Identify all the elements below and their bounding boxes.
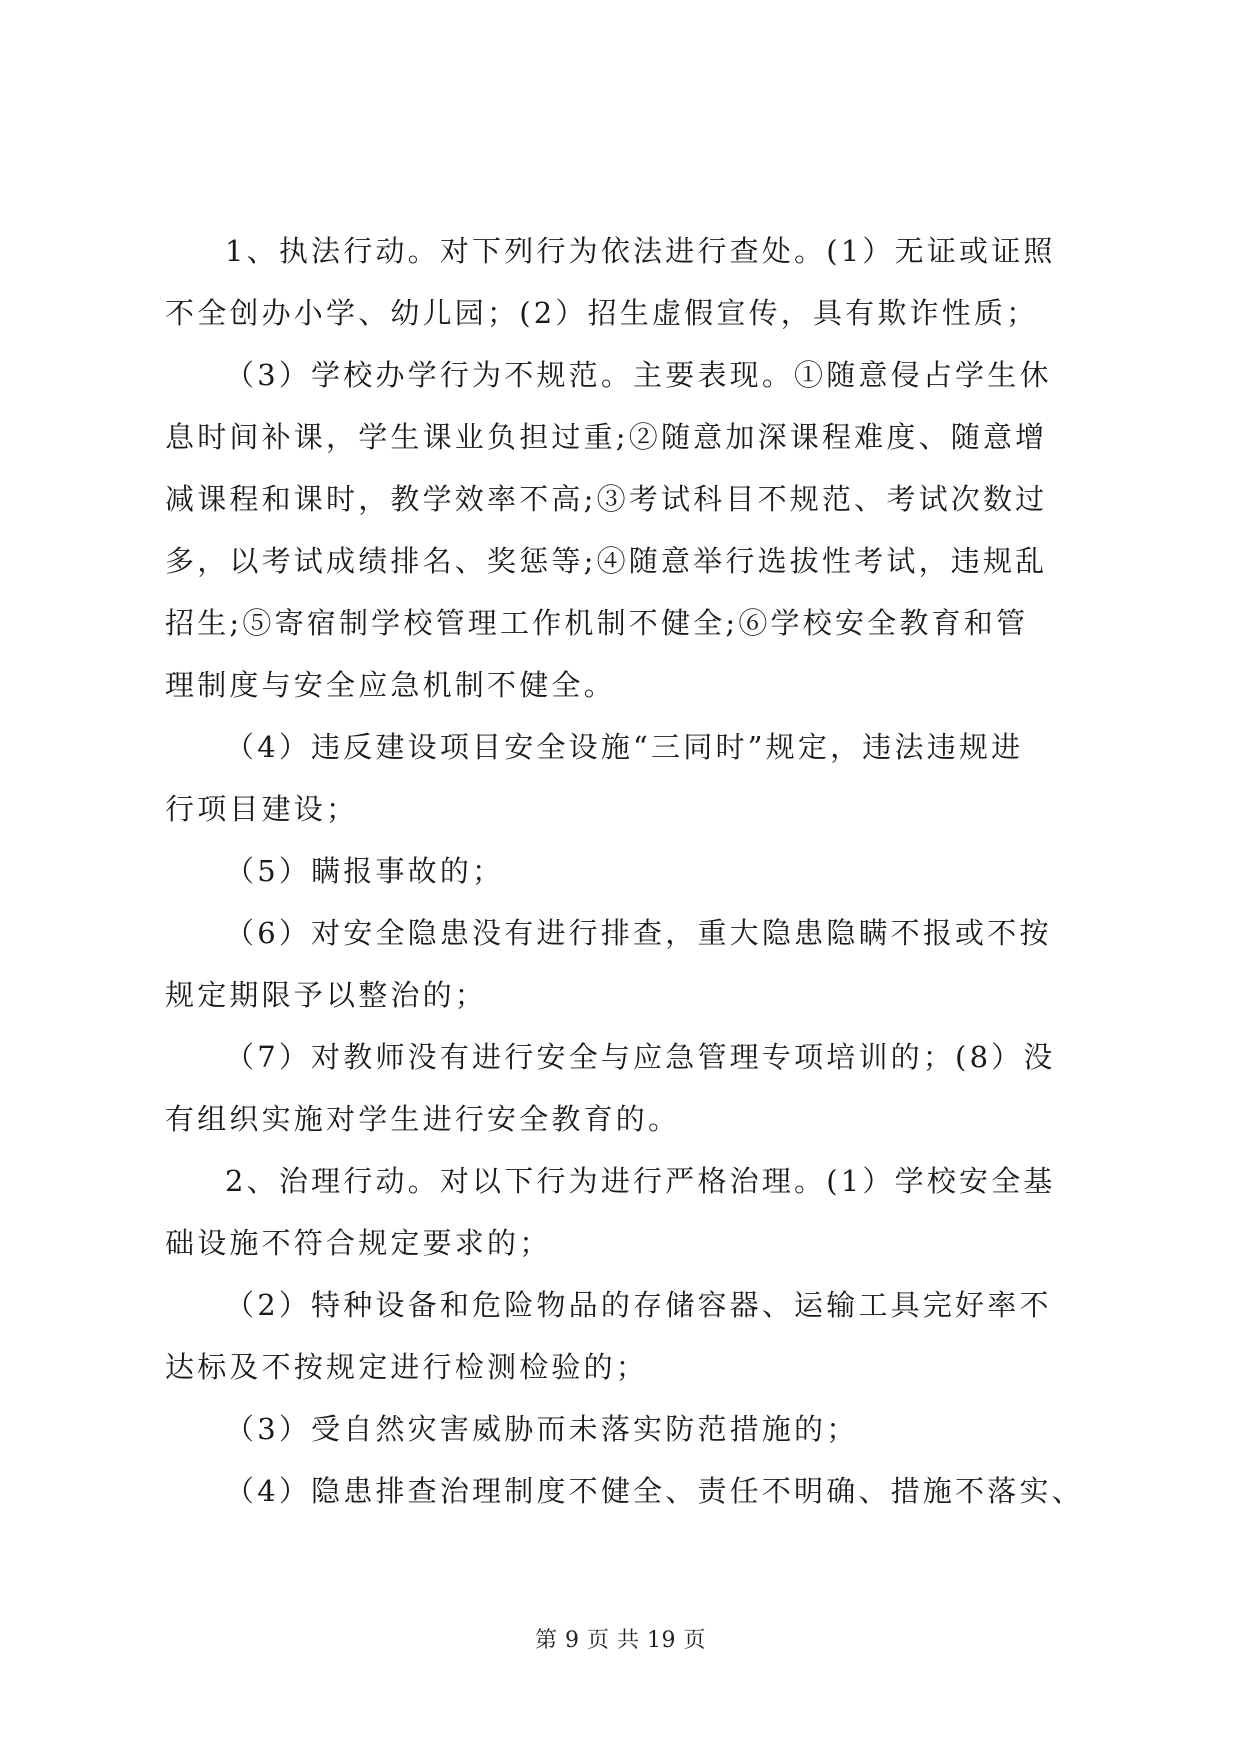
text-line: 有组织实施对学生进行安全教育的。: [165, 1102, 681, 1136]
text-line: 达标及不按规定进行检测检验的；: [165, 1350, 649, 1384]
text-line: 减课程和课时，教学效率不高;③考试科目不规范、考试次数过: [165, 482, 1048, 516]
text-line: 规定期限予以整治的；: [165, 978, 488, 1012]
text-line: 不全创办小学、幼儿园；(2）招生虚假宣传，具有欺诈性质；: [165, 296, 1039, 330]
text-line: 1、执法行动。对下列行为依法进行查处。(1）无证或证照: [225, 234, 1056, 268]
text-line: 础设施不符合规定要求的；: [165, 1226, 552, 1260]
text-line: 行项目建设；: [165, 792, 359, 826]
text-line: 2、治理行动。对以下行为进行严格治理。(1）学校安全基: [225, 1164, 1056, 1198]
text-line: （2）特种设备和危险物品的存储容器、运输工具完好率不: [225, 1288, 1052, 1322]
text-line: 多，以考试成绩排名、奖惩等;④随意举行选拔性考试，违规乱: [165, 544, 1048, 578]
text-line: 招生;⑤寄宿制学校管理工作机制不健全;⑥学校安全教育和管: [165, 606, 1029, 640]
text-line: （4）违反建设项目安全设施“三同时”规定，违法违规进: [225, 730, 1024, 764]
text-line: （7）对教师没有进行安全与应急管理专项培训的；(8）没: [225, 1040, 1056, 1074]
page-number-footer: 第 9 页 共 19 页: [535, 1628, 706, 1653]
text-line: （6）对安全隐患没有进行排查，重大隐患隐瞒不报或不按: [225, 916, 1052, 950]
text-line: 理制度与安全应急机制不健全。: [165, 668, 616, 702]
text-line: （3）学校办学行为不规范。主要表现。①随意侵占学生休: [225, 358, 1052, 392]
text-line: （3）受自然灾害威胁而未落实防范措施的；: [225, 1412, 859, 1446]
text-line: （4）隐患排查治理制度不健全、责任不明确、措施不落实、: [225, 1474, 1084, 1508]
text-line: 息时间补课，学生课业负担过重;②随意加深课程难度、随意增: [165, 420, 1048, 454]
text-line: （5）瞒报事故的；: [225, 854, 505, 888]
